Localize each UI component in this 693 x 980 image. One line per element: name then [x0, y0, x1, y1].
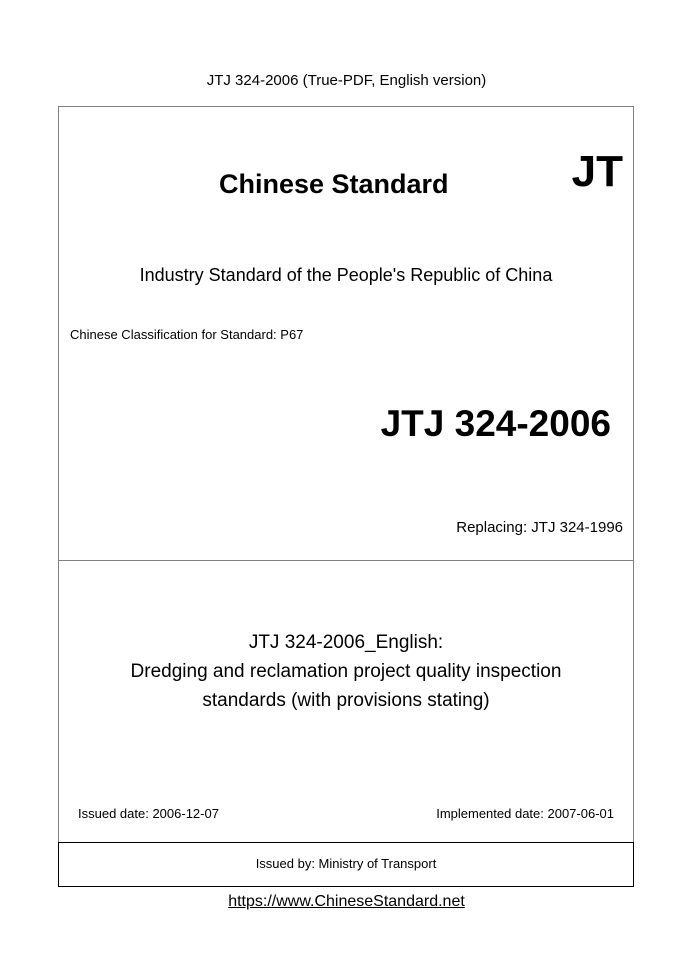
english-title-line-2: Dredging and reclamation project quality inspection	[130, 661, 562, 682]
jt-mark: JT	[571, 147, 623, 196]
issuer-box	[58, 842, 634, 887]
cover-box	[58, 106, 634, 561]
classification-line: Chinese Classification for Standard: P67	[70, 327, 304, 342]
standard-number: JTJ 324-2006	[380, 403, 611, 444]
implemented-date: Implemented date: 2007-06-01	[436, 806, 614, 821]
industry-standard-line: Industry Standard of the People's Republic of China	[139, 265, 553, 285]
issued-by: Issued by: Ministry of Transport	[255, 856, 437, 871]
title-box	[58, 560, 634, 843]
replacing-line: Replacing: JTJ 324-1996	[456, 519, 623, 536]
issued-date: Issued date: 2006-12-07	[78, 806, 219, 821]
chinese-standard-title: Chinese Standard	[219, 169, 449, 199]
website-link[interactable]: https://www.ChineseStandard.net	[228, 893, 465, 910]
english-title-line-1: JTJ 324-2006_English:	[248, 632, 444, 653]
english-title-line-3: standards (with provisions stating)	[202, 690, 490, 711]
document-header: JTJ 324-2006 (True-PDF, English version)	[206, 72, 487, 89]
